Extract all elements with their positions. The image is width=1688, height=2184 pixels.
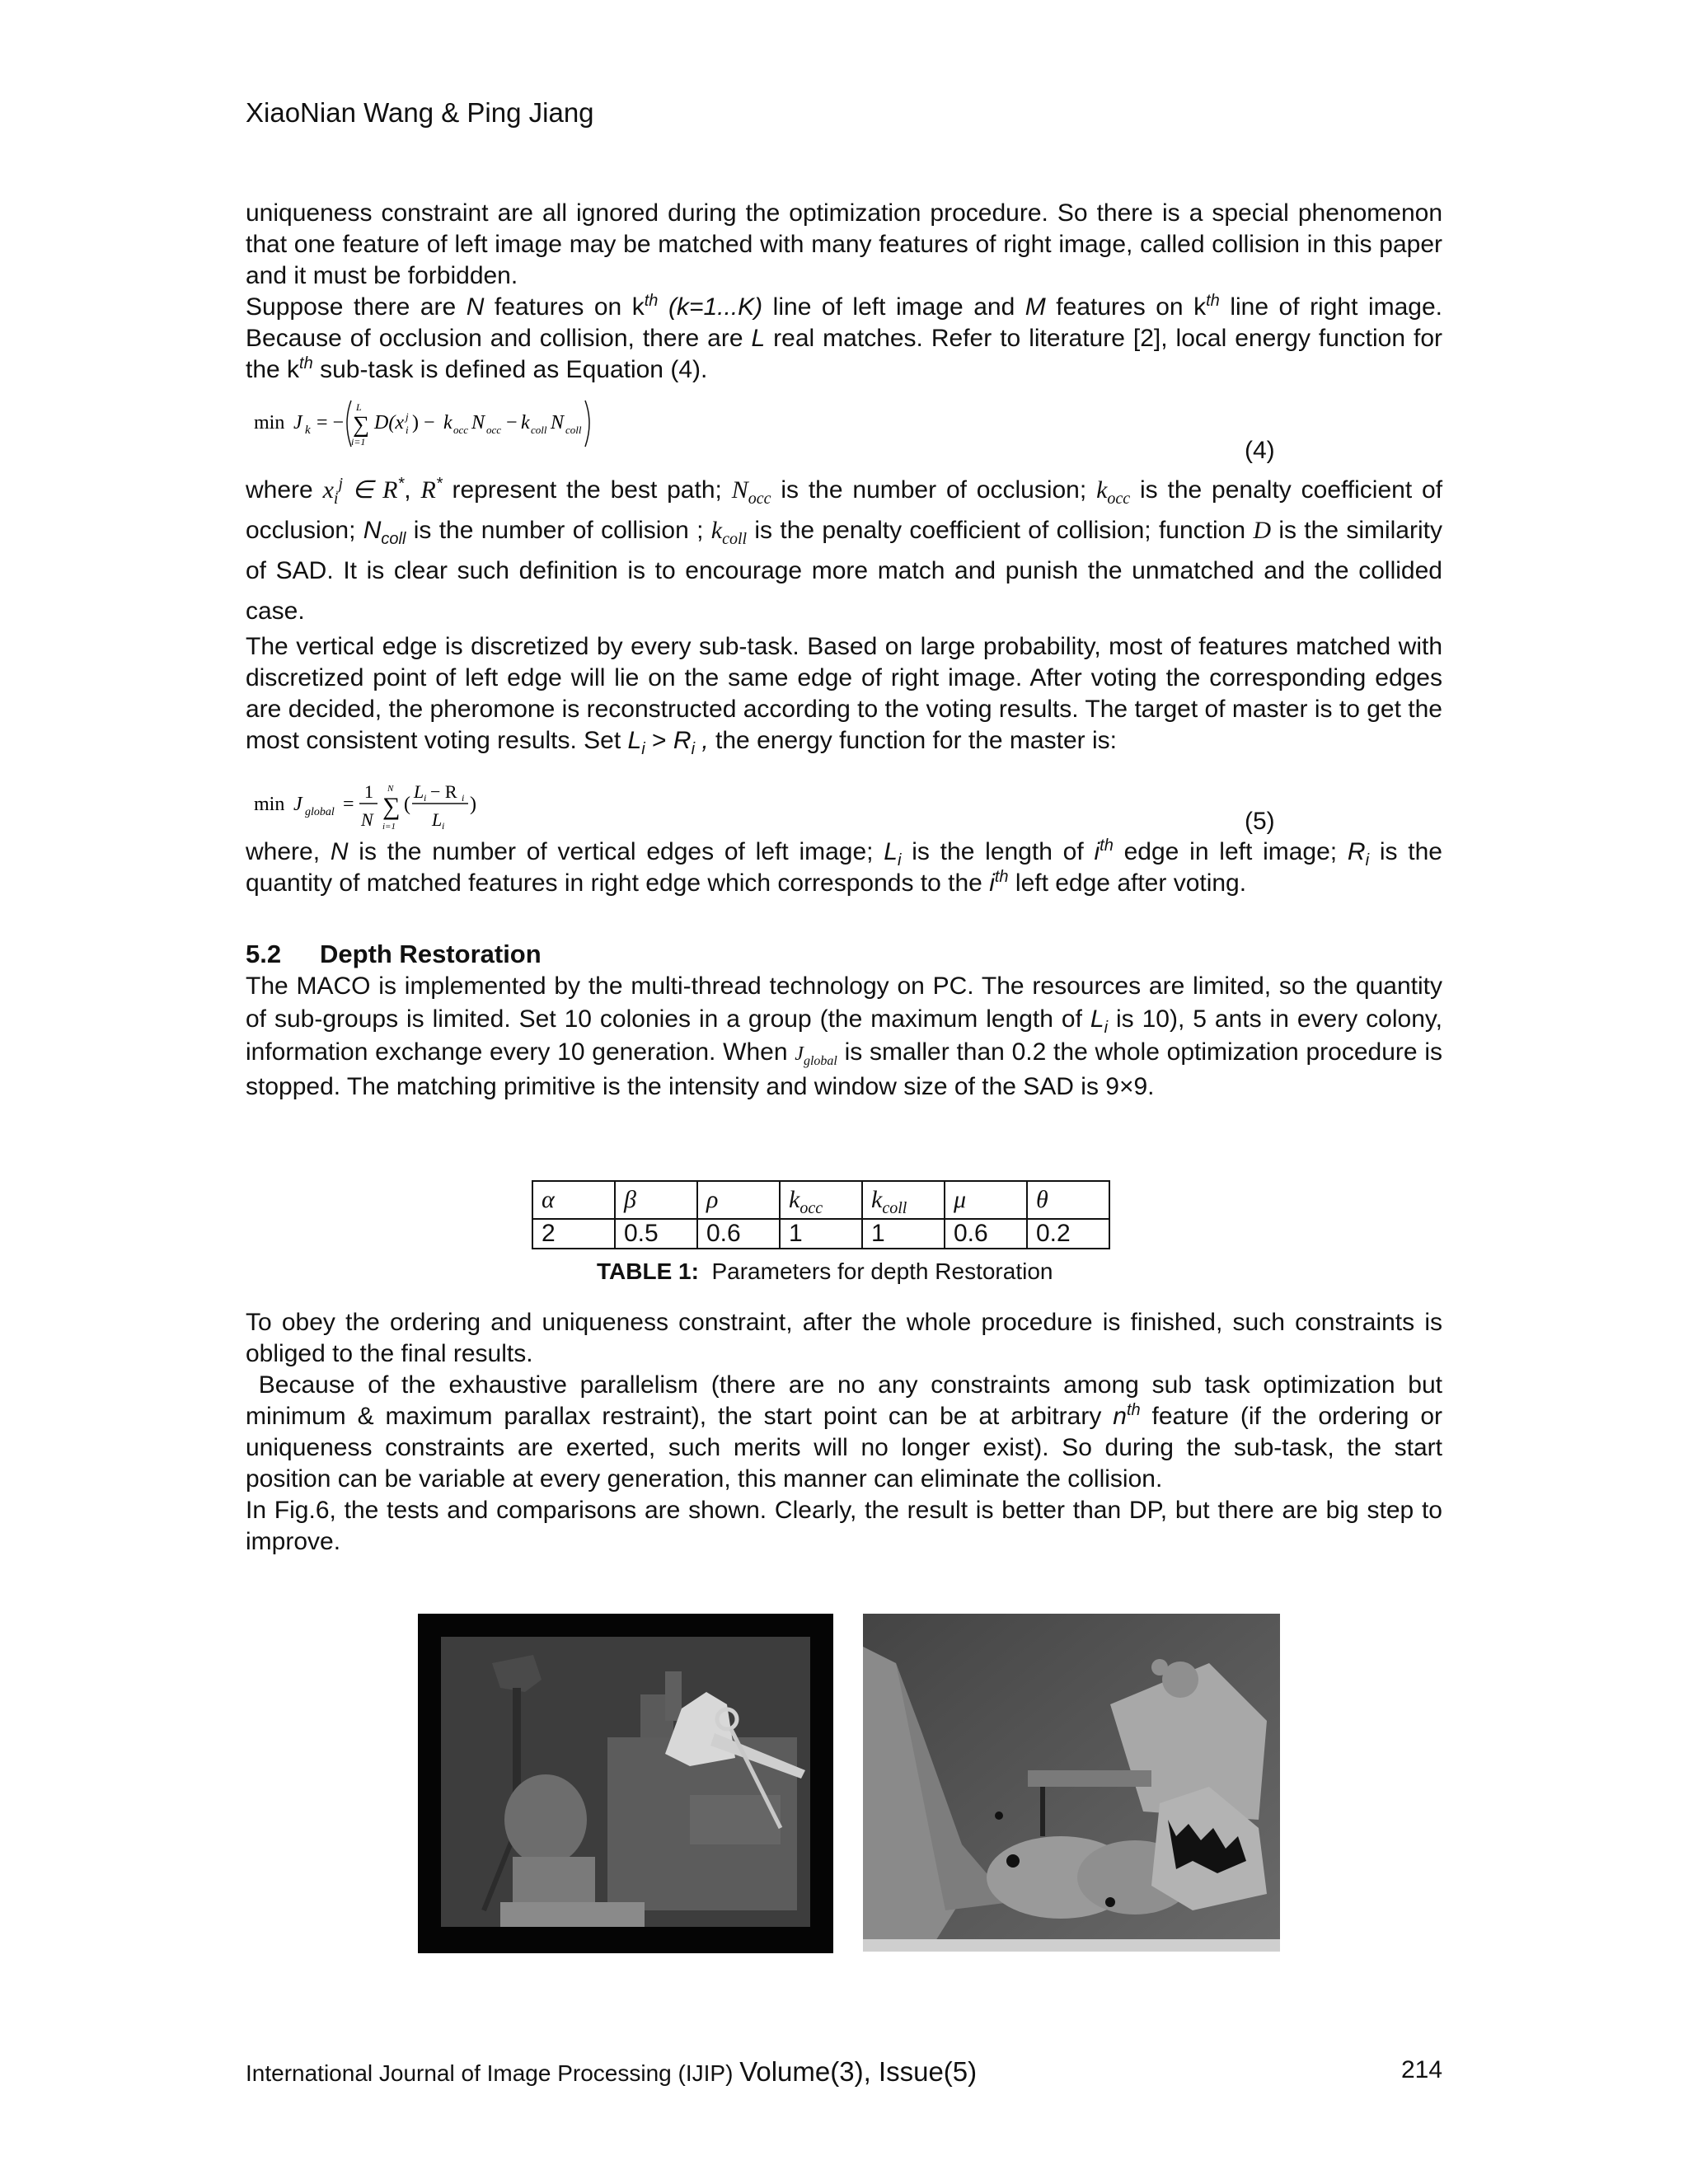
section-heading [246, 940, 542, 969]
svg-text:k: k [305, 424, 311, 437]
table-cell: 2 [532, 1219, 615, 1249]
table-cell: 0.5 [615, 1219, 697, 1249]
table-caption [597, 1258, 1053, 1285]
section-number: 5.2 [246, 940, 282, 968]
equation-4 [246, 394, 658, 457]
svg-text:coll: coll [531, 424, 547, 436]
table-cell: 1 [862, 1219, 945, 1249]
figure-disparity-left [418, 1614, 833, 1957]
table-cell: 0.6 [945, 1219, 1027, 1249]
table-header-cell: μ [945, 1181, 1027, 1219]
svg-text:N: N [387, 784, 394, 794]
svg-text:j: j [406, 410, 409, 423]
paragraph-block-1 [246, 198, 1442, 386]
table-row [532, 1219, 1109, 1249]
svg-text:L: L [414, 781, 424, 802]
paragraph-p5: where, N is the number of vertical edges of left image; $L_i$ is the length of $i^{th}$ edge in left image; $R_i$ is the quantity of matched features in right edge which corresponds to the $i^{th}$ left edge after voting. [246, 837, 1442, 897]
svg-text:k: k [521, 412, 530, 434]
table-caption-label: TABLE 1: [597, 1258, 699, 1284]
footer-volume: Volume(3), Issue(5) [739, 2056, 978, 2087]
table-cell: 0.2 [1027, 1219, 1109, 1249]
paragraph-block-4 [246, 970, 1442, 1104]
paragraph-block-3 [246, 837, 1442, 899]
svg-text:L: L [356, 401, 362, 413]
svg-text:occ: occ [486, 424, 502, 436]
svg-text:N: N [361, 809, 373, 830]
page-number: 214 [1401, 2056, 1443, 2083]
disparity-image-right [863, 1614, 1280, 1952]
paragraph-p9: In Fig.6, the tests and comparisons are shown. Clearly, the result is better than DP, but there are big step to improve. [246, 1497, 1442, 1555]
paragraph-p7: To obey the ordering and uniqueness constraint, after the whole procedure is finished, such constraints is obliged to the final results. [246, 1309, 1442, 1367]
svg-text:L: L [432, 809, 443, 830]
svg-text:i: i [462, 792, 465, 804]
svg-text:(: ( [404, 794, 410, 815]
equation-5-graphic [246, 773, 542, 839]
svg-text:i: i [406, 424, 409, 436]
table-cell: 0.6 [697, 1219, 780, 1249]
disparity-image-left [418, 1614, 833, 1953]
table-header-cell: ρ [697, 1181, 780, 1219]
svg-text:i: i [442, 820, 445, 832]
paragraph-p6: The MACO is implemented by the multi-thread technology on PC. The resources are limited, so the quantity of sub-groups is limited. Set 10 colonies in a group (the maximum length of $L_i$ is 10), 5 ants in every colony, information exchange every 10 generation. When $J_{global}$ is smaller than 0.2 the whole optimization procedure is stopped. The matching primitive is the intensity and window size of the SAD is 9×9. [246, 972, 1442, 1100]
equation-5-number: (5) [1245, 808, 1275, 835]
svg-text:− R: − R [430, 781, 457, 802]
footer-journal: International Journal of Image Processing (IJIP) [246, 2060, 734, 2086]
paragraph-block-5 [246, 1307, 1442, 1558]
svg-text:∑: ∑ [353, 412, 369, 438]
svg-text:=: = [343, 794, 354, 815]
equation-4-number: (4) [1245, 437, 1275, 464]
table-header-cell: β [615, 1181, 697, 1219]
svg-text:coll: coll [565, 424, 582, 436]
table-cell: 1 [780, 1219, 862, 1249]
table-caption-text: Parameters for depth Restoration [711, 1258, 1053, 1284]
equation-4-graphic [246, 394, 658, 452]
table-header-cell: α [532, 1181, 615, 1219]
paragraph-p2: Suppose there are N features on $k^{th}$ (k=1...K) line of left image and M features on $k^{th}$ line of right image. Because of occlusion and collision, there are L real matches. Refer to literature [2], local energy function for the $k^{th}$ sub-task is defined as Equation (4). [246, 292, 1442, 383]
paragraph-p1: uniqueness constraint are all ignored during the optimization procedure. So there is a special phenomenon that one feature of left image may be matched with many features of right image, called collision in this paper and it must be forbidden. [246, 199, 1442, 289]
table-header-cell: $k_{coll}$ [862, 1181, 945, 1219]
table-header-cell: θ [1027, 1181, 1109, 1219]
svg-text:J: J [293, 412, 302, 434]
svg-text:= −: = − [316, 412, 345, 434]
svg-text:k: k [443, 412, 452, 434]
page-footer [246, 2056, 977, 2088]
paragraph-block-2 [246, 470, 1442, 757]
svg-text:i: i [424, 792, 427, 804]
table-header-row [532, 1181, 1109, 1219]
svg-text:J: J [293, 794, 302, 815]
paragraph-p8: Because of the exhaustive parallelism (there are no any constraints among sub task optimization but minimum & maximum parallax restraint), the start point can be at arbitrary $n^{th}$ feature (if the ordering or uniqueness constraints are exerted, such merits will no longer exist). So during the sub-task, the start position can be variable at every generation, this manner can eliminate the collision. [246, 1371, 1443, 1493]
svg-text:−: − [506, 412, 518, 434]
svg-text:) −: ) − [412, 412, 435, 434]
section-title: Depth Restoration [320, 940, 542, 968]
svg-text:i=1: i=1 [351, 436, 366, 448]
paragraph-p3: where $x_i^j$ ∈ R*, R* represent the best path; $N_{occ}$ is the number of occlusion; $k_{occ}$ is the penalty coefficient of occlusion; $N_{coll}$ is the number of collision ; $k_{coll}$ is the penalty coefficient of collision; function D is the similarity of SAD. It is clear such definition is to encourage more match and punish the unmatched and the collided case. [246, 475, 1443, 625]
svg-text:min: min [254, 794, 285, 815]
running-header: XiaoNian Wang & Ping Jiang [246, 97, 594, 128]
svg-text:): ) [470, 794, 476, 815]
svg-text:occ: occ [453, 424, 469, 436]
svg-text:global: global [305, 806, 335, 818]
svg-text:∑: ∑ [382, 793, 401, 820]
parameters-table [532, 1180, 1110, 1249]
svg-text:1: 1 [364, 781, 373, 802]
svg-text:N: N [471, 412, 485, 434]
figure-disparity-right [863, 1614, 1280, 1956]
svg-text:N: N [551, 412, 565, 434]
paragraph-p4: The vertical edge is discretized by every sub-task. Based on large probability, most of features matched with discretized point of left edge will lie on the same edge of right image. After voting the corresponding edges are decided, the pheromone is reconstructed according to the voting results. The target of master is to get the most consistent voting results. Set $L_i > R_i$ , the energy function for the master is: [246, 633, 1442, 758]
svg-text:i=1: i=1 [382, 822, 396, 832]
svg-text:min: min [254, 412, 285, 434]
table-header-cell: $k_{occ}$ [780, 1181, 862, 1219]
equation-5 [246, 773, 542, 845]
svg-text:D(x: D(x [374, 412, 404, 434]
